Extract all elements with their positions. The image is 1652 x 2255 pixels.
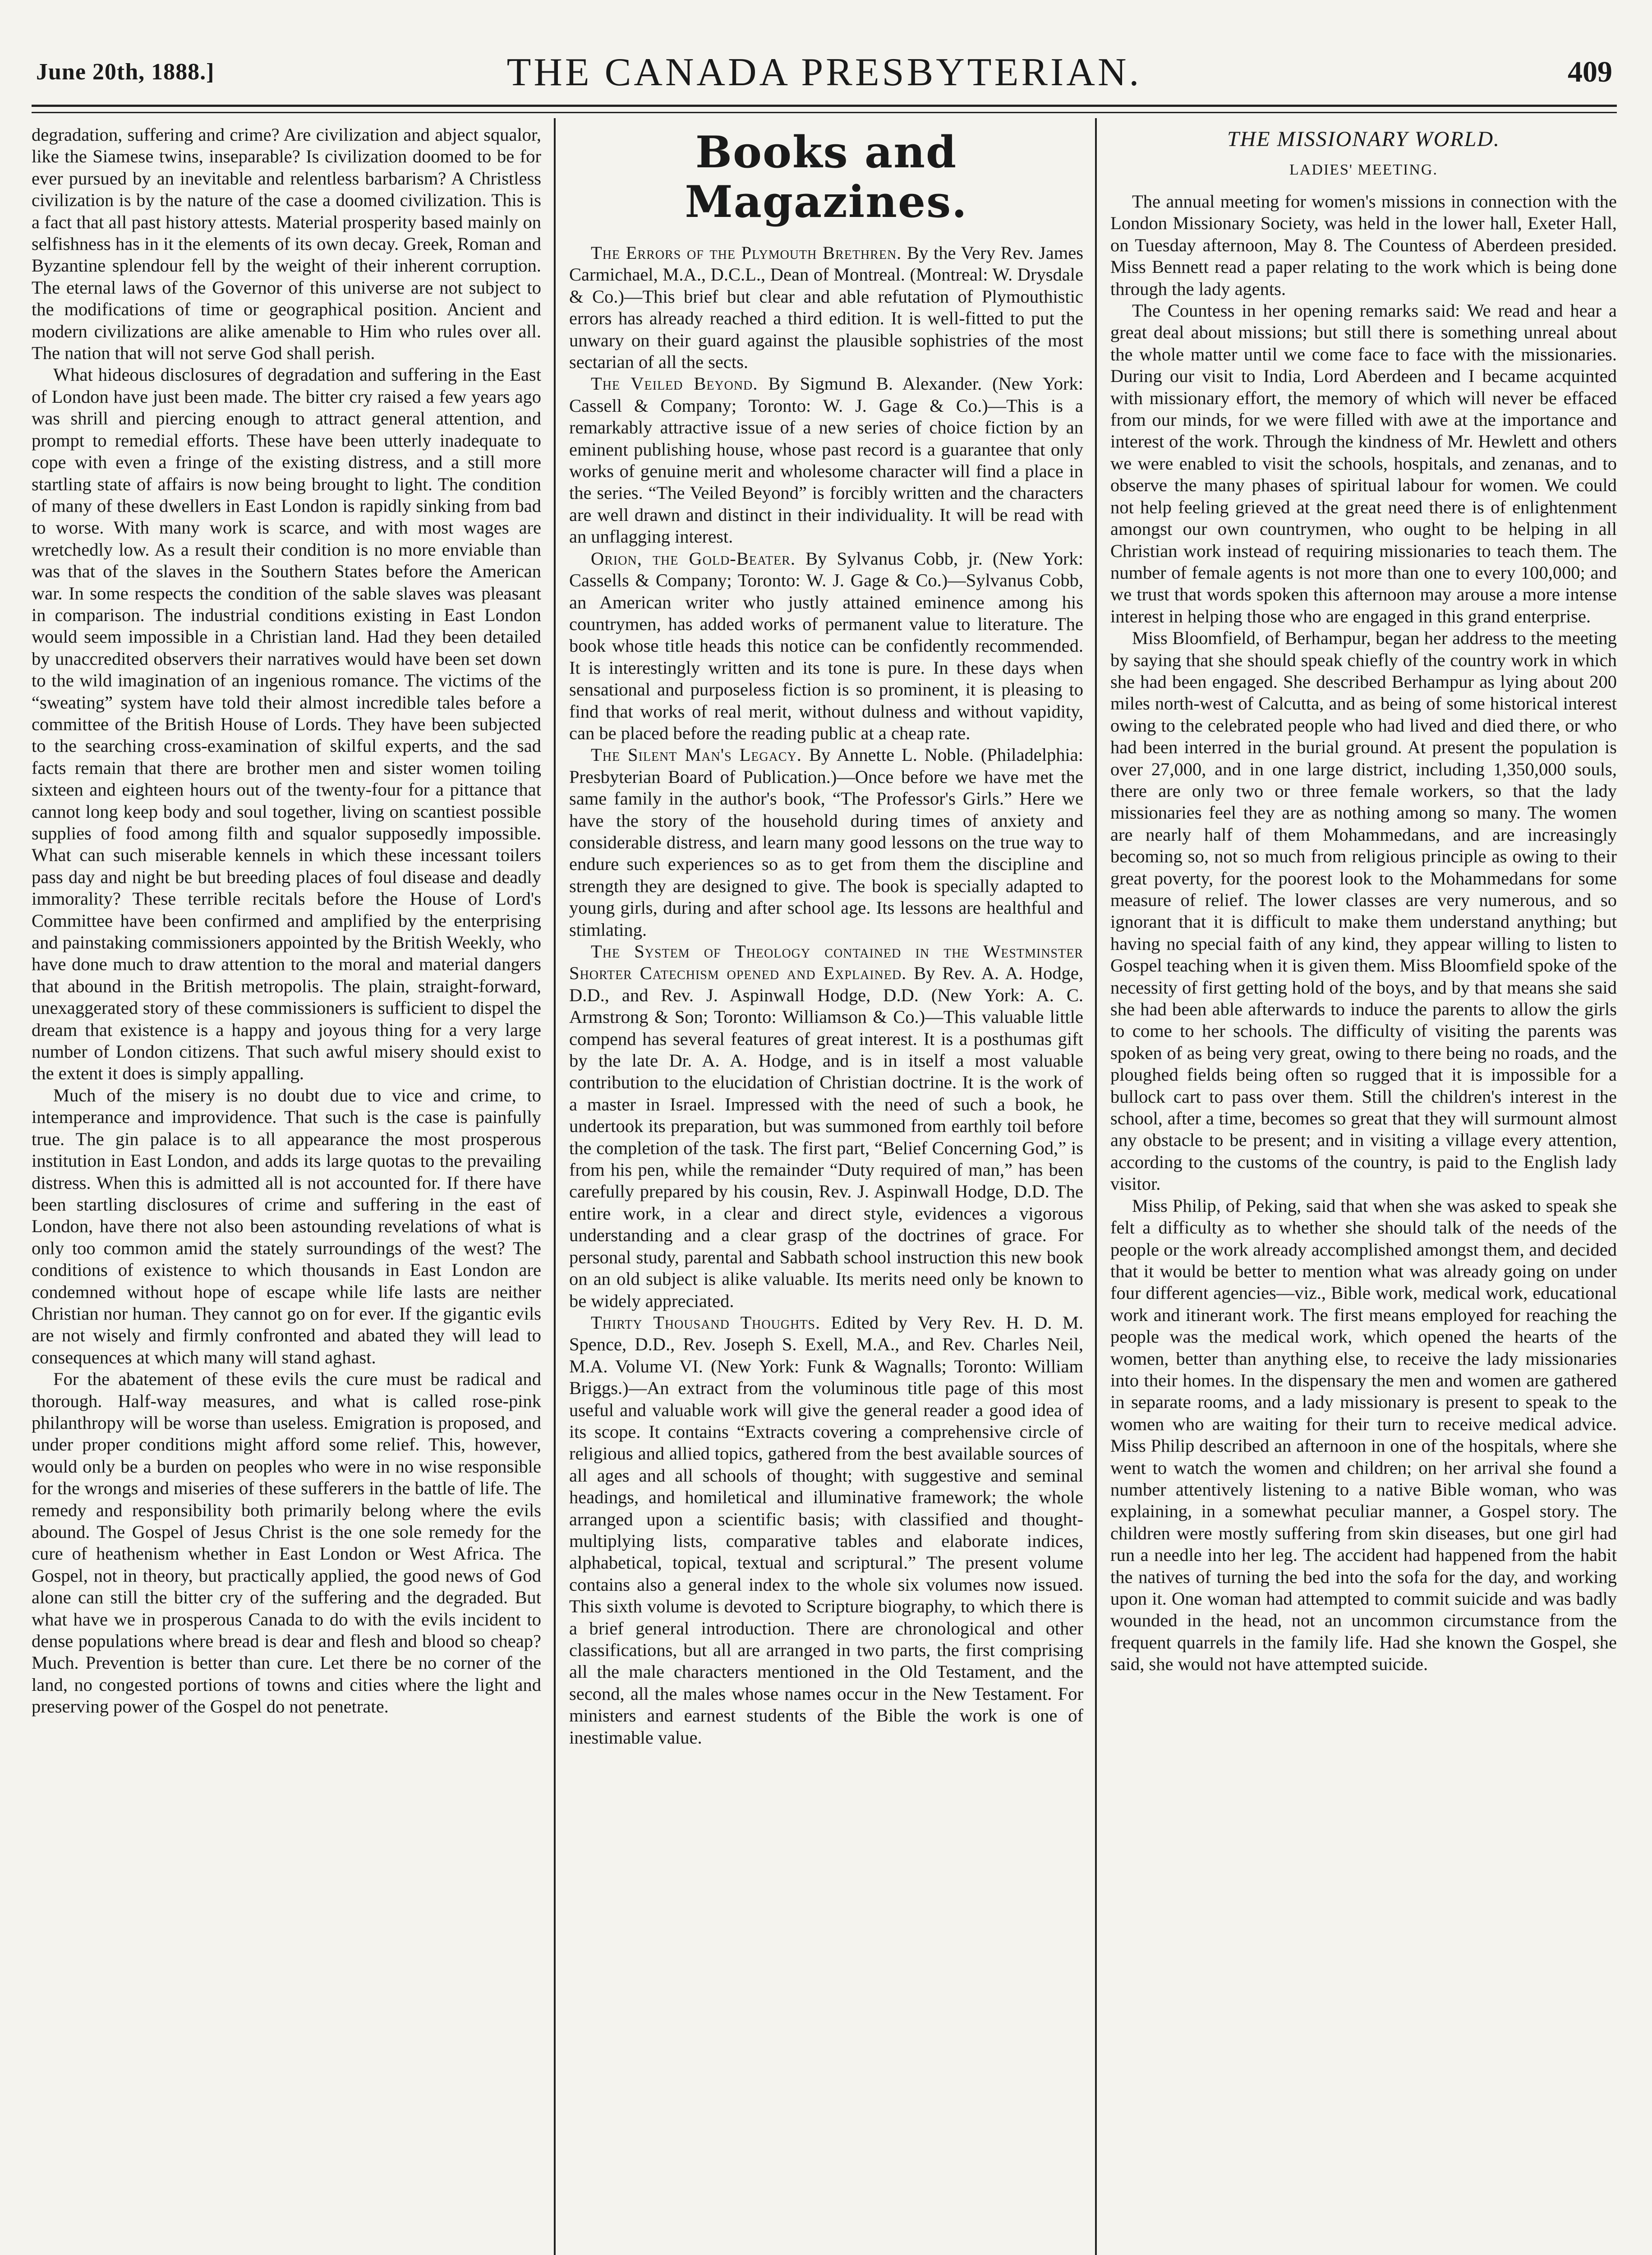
book-review xyxy=(569,1312,1083,1749)
missionary-subheading: LADIES' MEETING. xyxy=(1289,161,1438,178)
book-review xyxy=(569,373,1083,548)
books-and-magazines-column xyxy=(569,124,1083,2255)
review-body: By Sigmund B. Alexander. (New York: Cassell & Company; Toronto: W. J. Gage & Co.)—This is a remarkably attractive issue of a new series of choice fiction by an eminent publishing house, whose past record is a guarantee that only works of genuine merit and wholesome character will find a place in the series. “The Veiled Beyond” is forcibly written and the characters are well drawn and distinct in their individuality. It will be read with an unflagging interest. xyxy=(569,373,1083,547)
missionary-paragraph: Miss Bloomfield, of Berhampur, began her address to the meeting by saying that she should speak chiefly of the country work in which she had been engaged. She described Berhampur as lying about 200 miles north-west of Calcutta, and as being of some historical interest owing to the celebrated people who had lived and died there, or who had been interred in the burial ground. At present the population is over 27,000, and in one large district, including 1,350,000 souls, there are only two or three female workers, so that the lady missionaries feel they are as nothing among so many. The women are nearly half of them Mohammedans, and are increasingly becoming so, not so much from religious principle as owing to their great poverty, for the poorest look to the Mohammedans for some measure of relief. The lower classes are very numerous, and so ignorant that it is difficult to make them understand anything; but having no special faith of any kind, they appear willing to listen to Gospel teaching when it is given them. Miss Bloomfield spoke of the necessity of first getting hold of the boys, and by that means she said she had been able afterwards to induce the parents to allow the girls to come to her schools. The difficulty of visiting the parents was spoken of as being very great, owing to there being no roads, and the ploughed fields being often so rugged that it is impossible for a bullock cart to pass over them. Still the children's interest in the school, after a time, becomes so great that they will surmount almost any obstacle to be present; and in visiting a village every attention, according to the customs of the country, is paid to the English lady visitor. xyxy=(1110,628,1617,1194)
review-title: Orion, the Gold-Beater. xyxy=(591,548,796,569)
missionary-paragraph: The annual meeting for women's missions in connection with the London Missionary Society, was held in the lower hall, Exeter Hall, on Tuesday afternoon, May 8. The Countess of Aberdeen presided. Miss Bennett read a paper relating to the work which is being done through the lady agents. xyxy=(1110,191,1617,299)
missionary-paragraph: The Countess in her opening remarks said: We read and hear a great deal about missions; but still there is something unreal about the whole matter until we come face to face with the missionaries. During our visit to India, Lord Aberdeen and I became acquinted with missionary effort, the memory of which will never be effaced from our minds, for we were filled with awe at the importance and interest of the work. Through the kindness of Mr. Hewlett and others we were enabled to visit the schools, hospitals, and zenanas, and to observe the many phases of spiritual labour for women. We could not help feeling grieved at the great need there is of enlightenment amongst our own countrymen, who ought to be helping in all Christian work instead of requiring missionaries to teach them. The number of female agents is not more than one to every 100,000; and we trust that words spoken this afternoon may arouse a more intense interest in helping those who are engaged in this grand enterprise. xyxy=(1110,300,1617,626)
review-title: The Errors of the Plymouth Brethren. xyxy=(591,243,902,263)
review-body: By Annette L. Noble. (Philadelphia: Presbyterian Board of Publication.)—Once before we have met the same family in the author's book, “The Professor's Girls.” Here we have the story of the household during times of anxiety and considerable distress, and learn many good lessons on the true way to endure such experiences so as to get from them the discipline and strength they are designed to give. The book is specially adapted to young girls, during and after school age. Its lessons are healthful and stimlating. xyxy=(569,745,1083,940)
editorial-paragraph: degradation, suffering and crime? Are civilization and abject squalor, like the Siamese twins, inseparable? Is civilization doomed to be for ever pursued by an inevitable and relentless barbarism? A Christless civilization is by the nature of the case a doomed civilization. This is a fact that all past history attests. Material prosperity based mainly on selfishness has in it the elements of its own decay. Greek, Roman and Byzantine splendour fell by the weight of their inherent corruption. The eternal laws of the Governor of this universe are not subject to the modifications of time or geographical position. Ancient and modern civilizations are alike amenable to Him who rules over all. The nation that will not serve God shall perish. xyxy=(32,124,541,364)
book-review xyxy=(569,548,1083,745)
editorial-paragraph: For the abatement of these evils the cure must be radical and thorough. Half-way measures, and what is called rose-pink philanthropy will be worse than useless. Emigration is proposed, and under proper conditions might afford some relief. This, however, would only be a burden on peoples who were in no wise responsible for the wrongs and miseries of these sufferers in the battle of life. The remedy and responsibility both primarily belong where the evils abound. The Gospel of Jesus Christ is the one sole remedy for the cure of heathenism whether in East London or West Africa. The Gospel, not in theory, but practically applied, the good news of God alone can still the bitter cry of the suffering and the degraded. But what have we in prosperous Canada to do with the evils incident to dense populations where bread is dear and flesh and blood so cheap? Much. Prevention is better than cure. Let there be no corner of the land, no congested portions of towns and cities where the light and preserving power of the Gospel do not penetrate. xyxy=(32,1369,541,1717)
column-divider-2 xyxy=(1095,118,1097,2255)
column-divider-1 xyxy=(554,118,556,2255)
review-title: The Silent Man's Legacy. xyxy=(591,745,802,765)
review-title: The System of Theology contained in the Westminster Shorter Catechism opened and Explained. xyxy=(569,941,1083,984)
editorial-paragraph: Much of the misery is no doubt due to vice and crime, to intemperance and improvidence. That such is the case is painfully true. The gin palace is to all appearance the most prosperous institution in East London, and adds its large quotas to the prevailing distress. When this is admitted all is not accounted for. If there have been startling disclosures of crime and suffering in the east of London, have there not also been astounding revelations of what is only too common amid the stately surroundings of the west? The conditions of existence to which thousands in East London are condemned without hope of escape while life lasts are neither Christian nor human. They cannot go on for ever. If the gigantic evils are not wisely and firmly confronted and abated they will lead to consequences at which many will stand aghast. xyxy=(32,1085,541,1367)
review-body: By the Very Rev. James Carmichael, M.A., D.C.L., Dean of Montreal. (Montreal: W. Drysdale & Co.)—This brief but clear and able refutation of Plymouthistic errors has already reached a third edition. It is well-fitted to put the unwary on their guard against the plausible sophistries of the most sectarian of all the sects. xyxy=(569,243,1083,373)
review-title: The Veiled Beyond. xyxy=(591,373,758,394)
review-body: By Rev. A. A. Hodge, D.D., and Rev. J. Aspinwall Hodge, D.D. (New York: A. C. Armstrong & Son; Toronto: Williamson & Co.)—This valuable little compend has several features of great interest. It is a posthumas gift by the late Dr. A. A. Hodge, and is in itself a most valuable contribution to the elucidation of Christian doctrine. It is the work of a master in Israel. Impressed with the need of such a book, he undertook its preparation, but was summoned from earthly toil before the completion of the task. The first part, “Belief Concerning God,” is from his pen, while the remainder “Duty required of man,” has been carefully prepared by his cousin, Rev. J. Aspinwall Hodge, D.D. The entire work, in a clear and direct style, evidences a vigorous understanding and a clear grasp of the doctrines of grace. For personal study, parental and Sabbath school instruction this new book on an old subject is alike valuable. Its merits need only be known to be widely appreciated. xyxy=(569,963,1083,1311)
book-review xyxy=(569,941,1083,1312)
books-section-heading: Books and Magazines. xyxy=(685,127,968,227)
book-review xyxy=(569,242,1083,373)
book-review xyxy=(569,744,1083,941)
page-number: 409 xyxy=(1568,55,1612,88)
issue-date: June 20th, 1888.] xyxy=(36,59,215,85)
masthead-rule-top xyxy=(32,105,1617,107)
review-title: Thirty Thousand Thoughts. xyxy=(591,1312,821,1333)
masthead xyxy=(32,50,1617,104)
editorial-paragraph: What hideous disclosures of degradation and suffering in the East of London have just been made. The bitter cry raised a few years ago was shrill and piercing enough to attract general attention, and prompt to remedial efforts. These have been utterly inadequate to cope with even a fringe of the existing distress, and a still more startling state of affairs is now being brought to light. The condition of many of these dwellers in East London is rapidly sinking from bad to worse. With many work is scarce, and with most wages are wretchedly low. As a result their condition is no more enviable than was that of the slaves in the Southern States before the American war. In some respects the condition of the sable slaves was pleasant in comparison. The industrial conditions existing in East London would seem impossible in a Christian land. Had they been detailed by unaccredited observers their narratives would have been set down to the wild imagination of an ingenious romance. The victims of the “sweating” system have told their almost incredible tales before a committee of the British House of Lords. They have been subjected to the searching cross-examination of skilful experts, and the sad facts remain that there are brother men and sister women toiling sixteen and eighteen hours out of the twenty-four for a pittance that cannot long keep body and soul together, living on scantiest possible supplies of food among filth and squalor supposedly impossible. What can such miserable kennels in which these incessant toilers pass day and night be but breeding places of foul disease and deadly immorality? These terrible recitals before the House of Lord's Committee have been confirmed and amplified by the enterprising and painstaking commissioners appointed by the British Weekly, who have done much to draw attention to the moral and material dangers that abound in the British metropolis. The plain, straight-forward, unexaggerated story of these commissioners is sufficient to dispel the dream that existence is a happy and joyous thing for a very large number of London citizens. That such awful misery should exist to the extent it does is simply appalling. xyxy=(32,364,541,1084)
newspaper-title: THE CANADA PRESBYTERIAN. xyxy=(506,51,1142,94)
editorial-column xyxy=(32,124,541,2255)
masthead-rule-bottom xyxy=(32,112,1617,113)
review-body: Edited by Very Rev. H. D. M. Spence, D.D., Rev. Joseph S. Exell, M.A., and Rev. Charles Neil, M.A. Volume VI. (New York: Funk & Wagnalls; Toronto: William Briggs.)—An extract from the voluminous title page of this most useful and valuable work will give the general reader a good idea of its scope. It contains “Extracts covering a comprehensive circle of religious and allied topics, gathered from the best available sources of all ages and all schools of thought; with suggestive and seminal headings, and homiletical and illuminative framework; the whole arranged upon a scientific basis; with classified and thought-multiplying lists, comparative tables and elaborate indices, alphabetical, topical, textual and scriptural.” The present volume contains also a general index to the whole six volumes now issued. This sixth volume is devoted to Scripture biography, to which there is a brief general introduction. There are chronological and other classifications, but all are arranged in two parts, the first comprising all the male characters mentioned in the Old Testament, and the second, all the males whose names occur in the New Testament. For ministers and earnest students of the Bible the work is one of inestimable value. xyxy=(569,1312,1083,1748)
missionary-world-column xyxy=(1110,124,1617,2255)
missionary-paragraph: Miss Philip, of Peking, said that when she was asked to speak she felt a difficulty as to whether she should talk of the needs of the people or the work already accomplished amongst them, and decided that it would be better to mention what was already going on under four different agencies—viz., Bible work, medical work, educational work and itinerant work. The first means employed for reaching the people was the medical work, which opened the hearts of the women, better than anything else, to receive the lady missionaries into their homes. In the dispensary the men and women are gathered in separate rooms, and a lady missionary is present to speak to the women who are waiting for their turn to receive medical advice. Miss Philip described an afternoon in one of the hospitals, where she went to watch the women and children; on her arrival she found a number attentively listening to a native Bible woman, who was explaining, in a somewhat peculiar manner, a Gospel story. The children were mostly suffering from skin diseases, but one girl had run a needle into her leg. The accident had happened from the habit the natives of turning the bed into the sofa for the day, and working upon it. One woman had attempted to commit suicide and was badly wounded in the head, not an uncommon circumstance from the frequent quarrels in the family life. Had she known the Gospel, she said, she would not have attempted suicide. xyxy=(1110,1195,1617,1675)
missionary-section-heading: THE MISSIONARY WORLD. xyxy=(1227,127,1500,151)
review-body: By Sylvanus Cobb, jr. (New York: Cassells & Company; Toronto: W. J. Gage & Co.)—Sylvanus Cobb, an American writer who justly attained eminence among his countrymen, has added works of permanent value to literature. The book whose title heads this notice can be confidently recommended. It is interestingly written and its tone is pure. In these days when sensational and purposeless fiction is so prominent, it is pleasing to find that works of real merit, without dulness and without vapidity, can be placed before the reading public at a cheap rate. xyxy=(569,548,1083,743)
